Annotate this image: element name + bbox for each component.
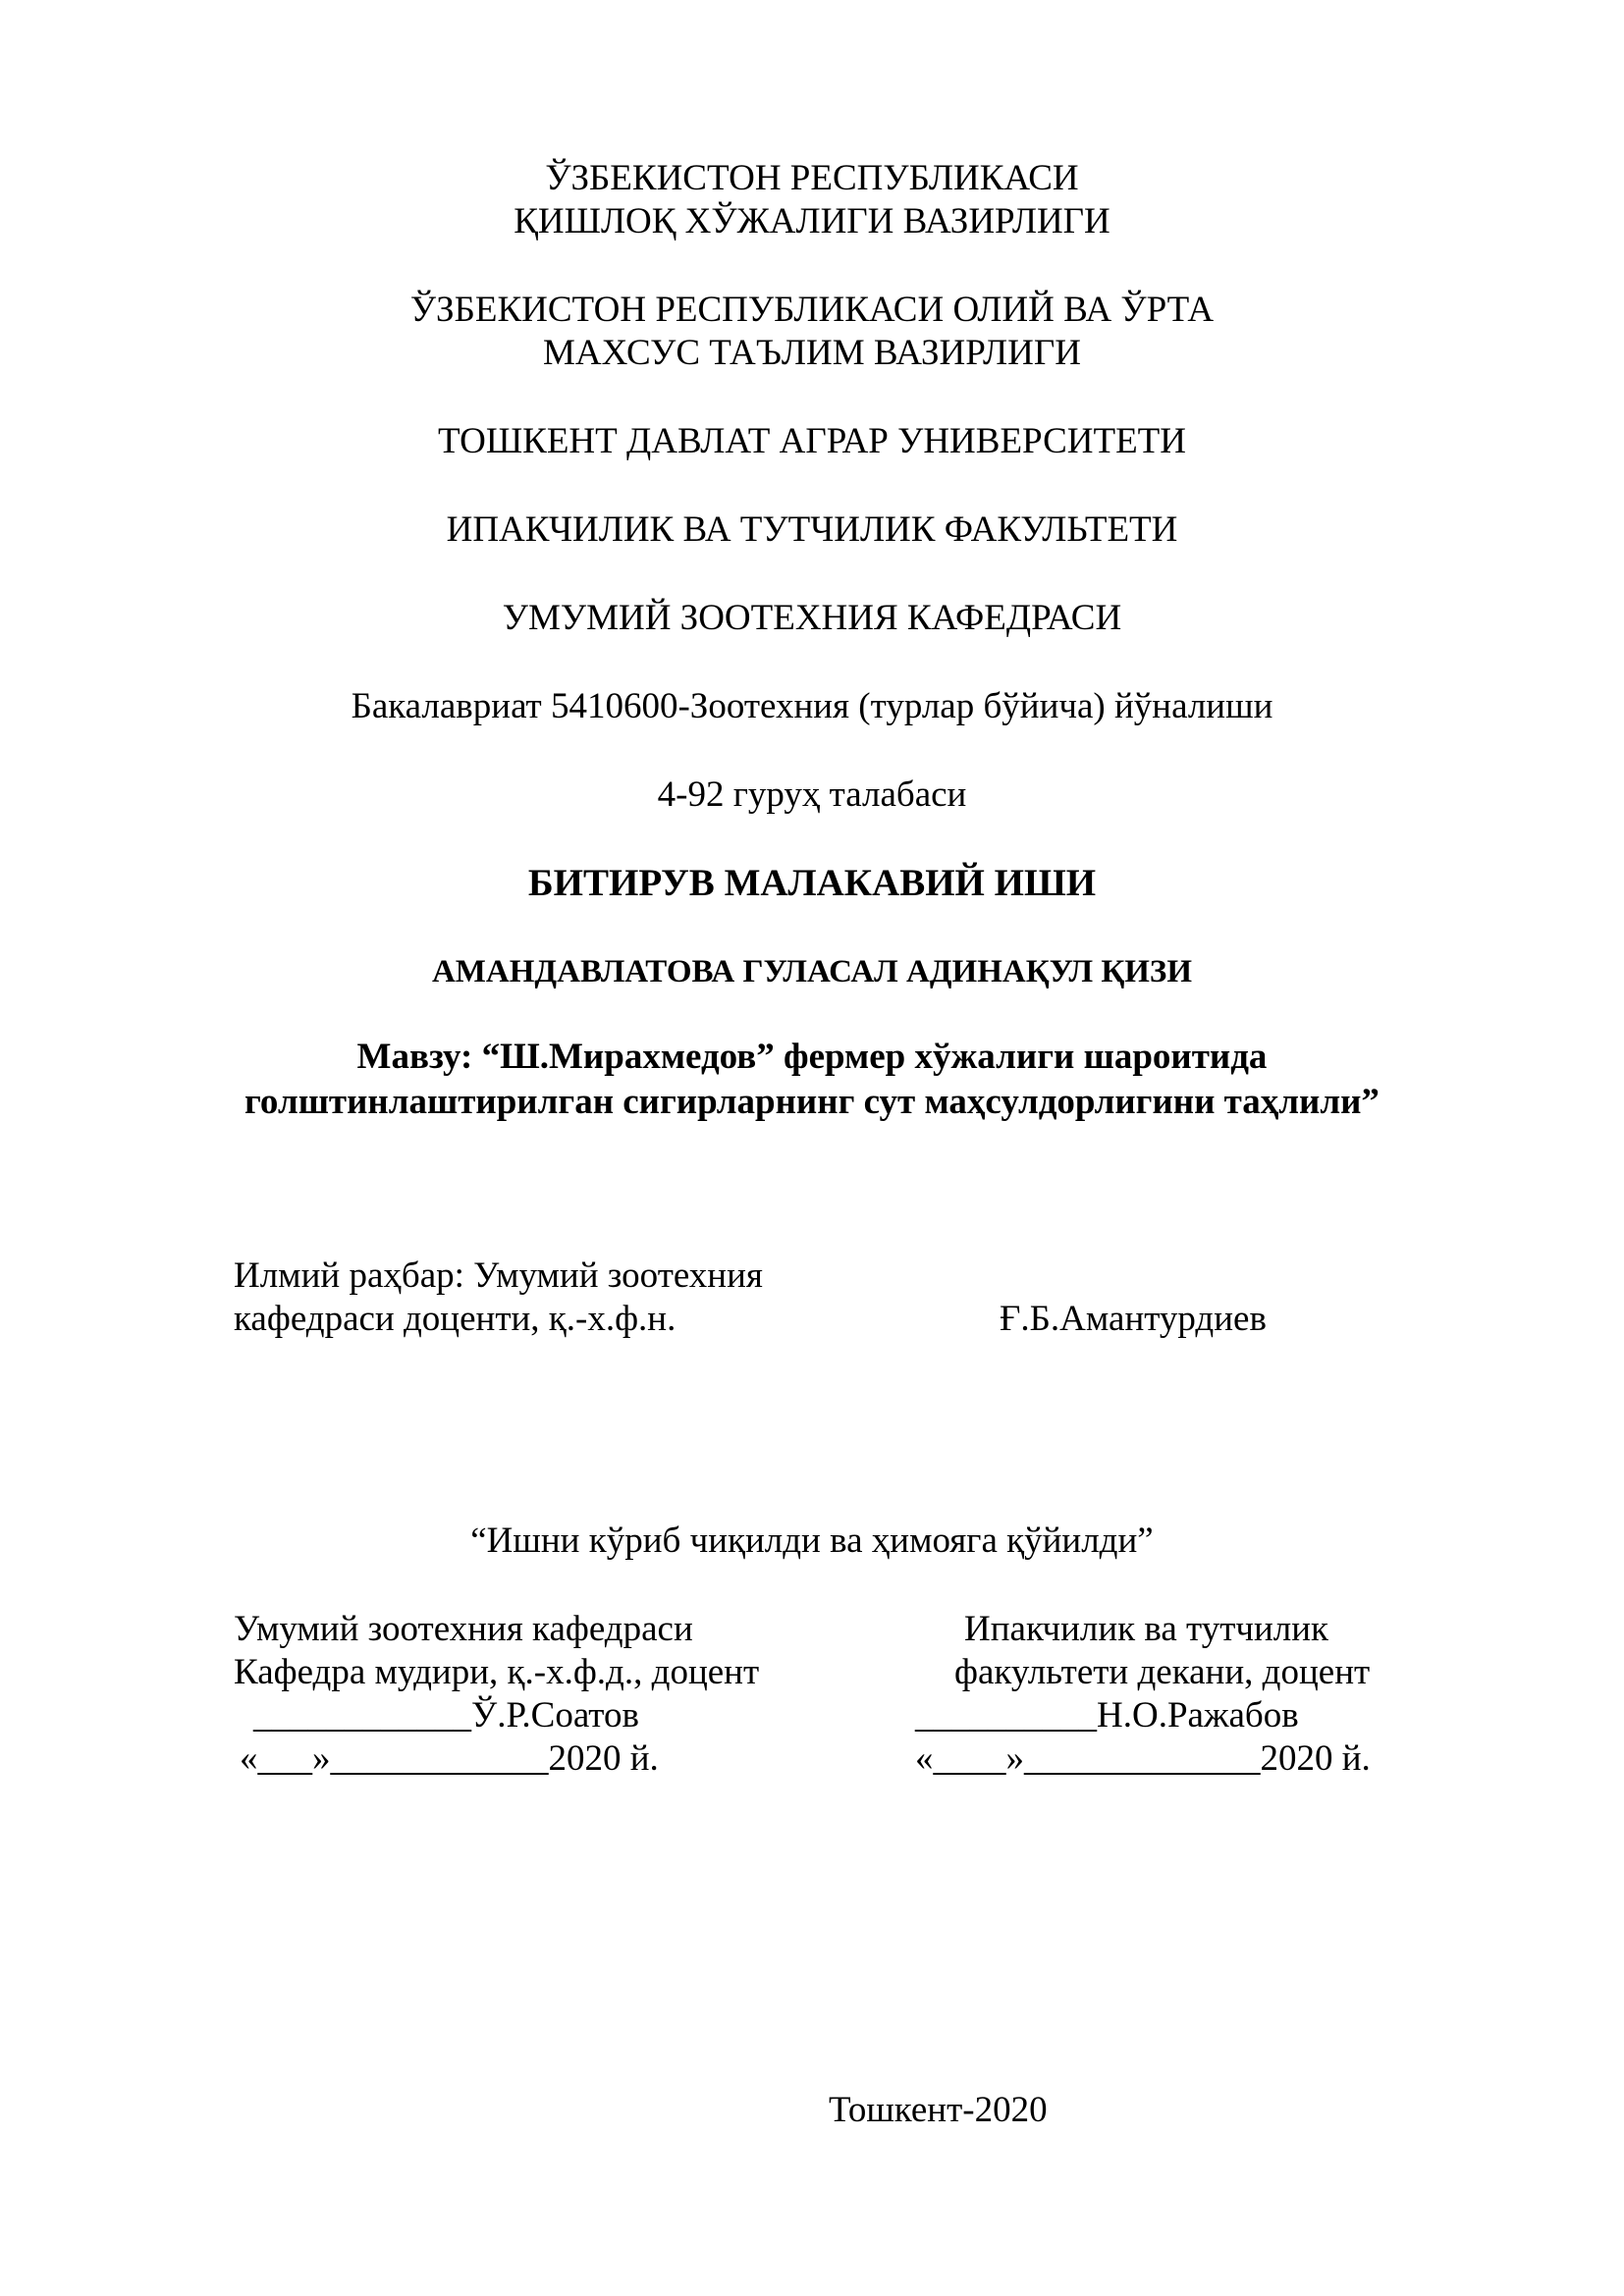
approval-left-signature: ____________Ў.Р.Соатов xyxy=(253,1695,639,1735)
student-name: АМАНДАВЛАТОВА ГУЛАСАЛ АДИНАҚУЛ ҚИЗИ xyxy=(431,954,1193,989)
group-line: 4-92 гуруҳ талабаси xyxy=(657,774,967,815)
ministry-edu-line1: ЎЗБЕКИСТОН РЕСПУБЛИКАСИ ОЛИЙ ВА ЎРТА xyxy=(409,290,1215,330)
approval-right-signature: __________Н.О.Ражабов xyxy=(915,1695,1299,1735)
topic-line2: голштинлаштирилган сигирларнинг сут маҳсулдорлигини таҳлили” xyxy=(244,1082,1380,1122)
work-type-title: БИТИРУВ МАЛАКАВИЙ ИШИ xyxy=(527,862,1097,904)
department-name: УМУМИЙ ЗООТЕХНИЯ КАФЕДРАСИ xyxy=(502,598,1122,638)
approval-note: “Ишни кўриб чиқилди ва ҳимояга қўйилди” xyxy=(470,1521,1154,1561)
faculty-name: ИПАКЧИЛИК ВА ТУТЧИЛИК ФАКУЛЬТЕТИ xyxy=(446,509,1178,550)
ministry-agri-line2: ҚИШЛОҚ ХЎЖАЛИГИ ВАЗИРЛИГИ xyxy=(514,201,1110,241)
supervisor-line2: кафедраси доценти, қ.-х.ф.н. xyxy=(234,1299,677,1339)
approval-left-date: «___»____________2020 й. xyxy=(240,1738,659,1779)
approval-left-line2: Кафедра мудири, қ.-х.ф.д., доцент xyxy=(234,1652,760,1692)
approval-left-line1: Умумий зоотехния кафедраси xyxy=(234,1609,693,1649)
supervisor-line1: Илмий раҳбар: Умумий зоотехния xyxy=(234,1255,763,1296)
ministry-agri-line1: ЎЗБЕКИСТОН РЕСПУБЛИКАСИ xyxy=(545,158,1079,198)
approval-right-line2: факультети декани, доцент xyxy=(954,1652,1371,1692)
place-year: Тошкент-2020 xyxy=(829,2090,1048,2130)
topic-line1: Мавзу: “Ш.Мирахмедов” фермер хўжалиги шароитида xyxy=(356,1037,1268,1077)
approval-right-date: «____»_____________2020 й. xyxy=(915,1738,1371,1779)
ministry-edu-line2: МАХСУС ТАЪЛИМ ВАЗИРЛИГИ xyxy=(543,333,1081,373)
supervisor-name: Ғ.Б.Амантурдиев xyxy=(1000,1299,1267,1339)
approval-right-line1: Ипакчилик ва тутчилик xyxy=(964,1609,1329,1649)
program-line: Бакалавриат 5410600-Зоотехния (турлар бўйича) йўналиши xyxy=(351,686,1273,726)
university-name: ТОШКЕНТ ДАВЛАТ АГРАР УНИВЕРСИТЕТИ xyxy=(437,421,1187,461)
